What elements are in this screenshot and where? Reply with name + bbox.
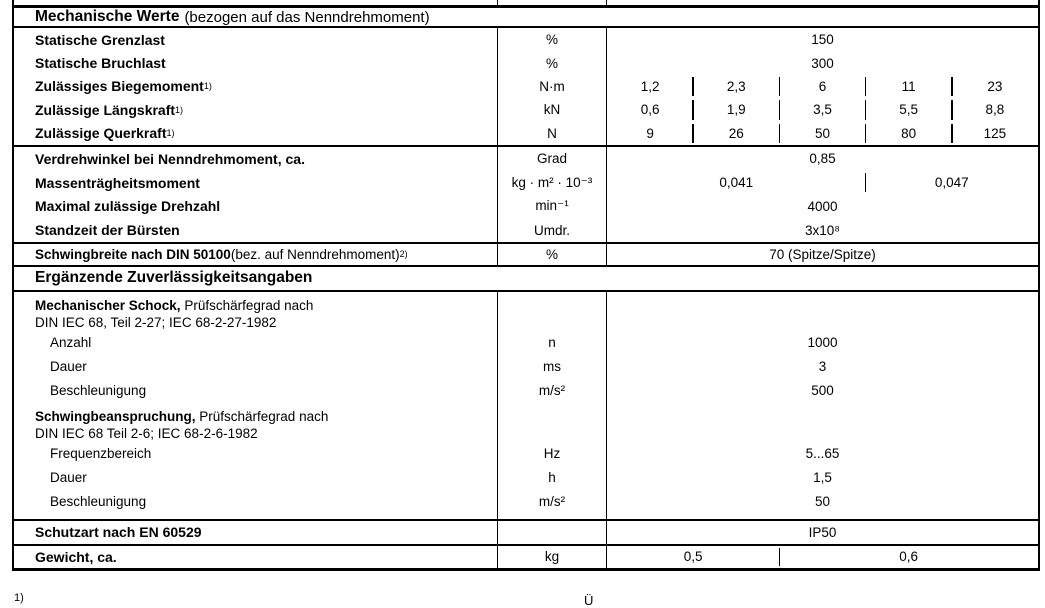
label-cell: Beschleunigung xyxy=(50,494,147,510)
value-cell: 0,047 xyxy=(866,171,1038,195)
value-cell: 3x10⁸ xyxy=(805,222,840,238)
unit-cell: N·m xyxy=(497,75,607,98)
section-filler-row xyxy=(14,514,1038,519)
title-line2: DIN IEC 68 Teil 2-6; IEC 68-2-6-1982 xyxy=(35,425,258,441)
unit-cell xyxy=(497,292,607,331)
row-schock-anzahl xyxy=(14,331,1038,355)
label-cell xyxy=(14,403,497,442)
row-schwingbreite xyxy=(14,244,1038,267)
label-cell: Zulässiges Biegemoment 1) xyxy=(35,78,212,95)
row-gewicht xyxy=(14,546,1038,571)
row-zulaessiges-biegemoment xyxy=(14,75,1038,98)
mechanical-values-table xyxy=(12,0,1040,571)
row-schwingbeanspruchung-title xyxy=(14,403,1038,442)
row-schwingung-beschleunigung xyxy=(14,490,1038,514)
label-cell: Schutzart nach EN 60529 xyxy=(35,524,202,541)
section-static-loads xyxy=(14,28,1038,147)
row-label: Zulässige Querkraft xyxy=(35,125,167,142)
row-statische-bruchlast xyxy=(14,51,1038,74)
label-cell: Frequenzbereich xyxy=(50,446,152,462)
value-cell: 26 xyxy=(693,122,779,145)
title-rest: Prüfschärfegrad nach xyxy=(180,297,314,313)
value-cell: 150 xyxy=(811,32,834,48)
label-cell: Beschleunigung xyxy=(50,383,147,399)
title-line1 xyxy=(35,297,497,314)
value-cell: 23 xyxy=(952,75,1038,98)
section-header-mechanische-werte xyxy=(14,8,1038,28)
value-cell: 500 xyxy=(811,383,834,399)
value-cell: 3,5 xyxy=(779,98,865,121)
value-cell: 2,3 xyxy=(693,75,779,98)
value-cell: 80 xyxy=(866,122,952,145)
unit-cell: h xyxy=(497,466,607,490)
table-top-sliver-row xyxy=(14,0,1038,8)
title-bold: Schwingbeanspruchung, xyxy=(35,408,196,424)
label-cell: Verdrehwinkel bei Nenndrehmoment, ca. xyxy=(35,150,305,167)
row-massentraegheitsmoment xyxy=(14,171,1038,195)
unit-cell xyxy=(497,521,607,544)
title-line1 xyxy=(35,408,497,425)
value-cell: 0,041 xyxy=(719,175,754,191)
label-cell: Statische Bruchlast xyxy=(35,55,166,72)
value-cell: 4000 xyxy=(807,198,838,214)
label-cell: Schwingbreite nach DIN 50100 (bez. auf Nenndrehmoment) 2) xyxy=(35,246,408,262)
value-cell: 1,5 xyxy=(813,470,832,486)
label-cell: Statische Grenzlast xyxy=(35,31,165,48)
title-bold: Mechanischer Schock, xyxy=(35,297,181,313)
value-cell: 1,9 xyxy=(693,98,779,121)
unit-cell: m/s² xyxy=(497,490,607,514)
row-schwingung-frequenzbereich xyxy=(14,442,1038,466)
row-schock-beschleunigung xyxy=(14,379,1038,403)
value-cell: 1,2 xyxy=(640,78,660,94)
row-label: Zulässiges Biegemoment xyxy=(35,78,204,95)
value-cell xyxy=(607,0,1038,5)
section-dynamic-values xyxy=(14,147,1038,244)
value-cell: 8,8 xyxy=(952,98,1038,121)
unit-cell: kN xyxy=(497,98,607,121)
value-cell: 6 xyxy=(779,75,865,98)
unit-cell: kg · m² · 10⁻³ xyxy=(497,171,607,195)
value-cell: 300 xyxy=(811,55,834,71)
value-cell xyxy=(607,292,1038,331)
unit-cell: kg xyxy=(497,546,607,568)
unit-cell xyxy=(497,403,607,442)
value-cell: 5...65 xyxy=(805,446,840,462)
value-cell: 50 xyxy=(814,494,831,510)
title-line2: DIN IEC 68, Teil 2-27; IEC 68-2-27-1982 xyxy=(35,314,277,330)
unit-cell: % xyxy=(497,51,607,74)
row-label: Schwingbreite nach DIN 50100 xyxy=(35,246,231,262)
row-verdrehwinkel xyxy=(14,147,1038,171)
value-cell: 70 (Spitze/Spitze) xyxy=(769,246,876,262)
value-cell: 50 xyxy=(779,122,865,145)
row-zulaessige-querkraft xyxy=(14,122,1038,145)
value-cell: 0,6 xyxy=(640,102,660,118)
label-cell: Massenträgheitsmoment xyxy=(35,174,200,191)
value-cell: 1000 xyxy=(807,335,838,351)
label-cell: Anzahl xyxy=(50,335,92,351)
unit-cell xyxy=(497,0,607,5)
section-title: Mechanische Werte xyxy=(35,8,180,25)
label-cell xyxy=(14,292,497,331)
row-schock-dauer xyxy=(14,355,1038,379)
label-cell: Dauer xyxy=(50,359,87,375)
value-cell xyxy=(607,514,1038,519)
footnote-text-fragment: Ü xyxy=(584,593,594,608)
section-title-note: (bezogen auf das Nenndrehmoment) xyxy=(184,8,430,26)
row-label: Zulässige Längskraft xyxy=(35,101,176,118)
value-cell: 125 xyxy=(952,122,1038,145)
label-cell: Dauer xyxy=(50,470,87,486)
title-rest: Prüfschärfegrad nach xyxy=(195,408,329,424)
section-reliability xyxy=(14,292,1038,521)
label-cell: Maximal zulässige Drehzahl xyxy=(35,198,221,215)
unit-cell: Hz xyxy=(497,442,607,466)
unit-cell: N xyxy=(497,122,607,145)
value-cell: 5,5 xyxy=(866,98,952,121)
unit-cell: Grad xyxy=(497,147,607,171)
row-maximal-zulaessige-drehzahl xyxy=(14,194,1038,218)
label-cell xyxy=(14,514,497,519)
section-header-zuverlaessigkeitsangaben xyxy=(14,267,1038,292)
unit-cell: ms xyxy=(497,355,607,379)
footnote-marker: 1) xyxy=(14,592,24,604)
unit-cell: % xyxy=(497,28,607,51)
value-cell xyxy=(607,403,1038,442)
value-cell: IP50 xyxy=(808,524,837,540)
label-cell xyxy=(14,0,497,5)
row-zulaessige-laengskraft xyxy=(14,98,1038,121)
label-cell: Zulässige Längskraft 1) xyxy=(35,101,184,118)
value-cell: 0,6 xyxy=(779,546,1038,568)
unit-cell: min⁻¹ xyxy=(497,194,607,218)
label-cell: Zulässige Querkraft 1) xyxy=(35,125,175,142)
value-cell: 0,85 xyxy=(809,151,836,167)
row-schutzart xyxy=(14,521,1038,546)
row-standzeit-der-buersten xyxy=(14,218,1038,242)
label-cell: Standzeit der Bürsten xyxy=(35,222,180,239)
row-label-note: (bez. auf Nenndrehmoment) xyxy=(230,246,400,262)
row-mechanischer-schock-title xyxy=(14,292,1038,331)
unit-cell: n xyxy=(497,331,607,355)
value-cell: 0,5 xyxy=(683,549,703,565)
unit-cell: Umdr. xyxy=(497,218,607,242)
unit-cell: % xyxy=(497,244,607,265)
value-cell: 9 xyxy=(646,125,654,141)
row-schwingung-dauer xyxy=(14,466,1038,490)
value-cell: 3 xyxy=(818,359,827,375)
unit-cell xyxy=(497,514,607,519)
unit-cell: m/s² xyxy=(497,379,607,403)
section-title: Ergänzende Zuverlässigkeitsangaben xyxy=(35,269,313,287)
row-statische-grenzlast xyxy=(14,28,1038,51)
label-cell: Gewicht, ca. xyxy=(35,548,117,565)
value-cell: 11 xyxy=(866,75,952,98)
